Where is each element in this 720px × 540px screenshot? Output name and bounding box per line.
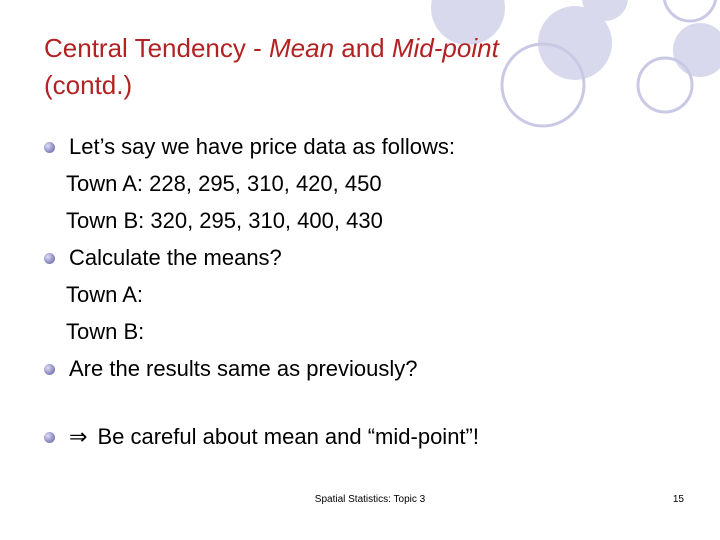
- sub-item-town-b: Town B:: [66, 319, 145, 344]
- bullet-dot-icon: [44, 253, 55, 264]
- title-em-mean: Mean: [268, 33, 335, 63]
- implies-arrow-icon: ⇒: [69, 424, 88, 449]
- sub-item-town-a-data: Town A: 228, 295, 310, 420, 450: [66, 171, 382, 196]
- title-part2: and: [334, 33, 392, 63]
- bullet-dot-icon: [44, 364, 55, 375]
- bullet-text: Let’s say we have price data as follows:: [69, 134, 456, 159]
- deco-ring-2: [638, 58, 692, 112]
- slide-content: [44, 128, 684, 455]
- sub-item-town-a: Town A:: [66, 282, 144, 307]
- title-part1: Central Tendency -: [44, 33, 269, 63]
- bullet-item: [44, 418, 684, 455]
- sub-item-town-b-data: Town B: 320, 295, 310, 400, 430: [66, 208, 383, 233]
- bullet-item: [44, 128, 684, 165]
- bullet-text: Be careful about mean and “mid-point”!: [97, 424, 479, 449]
- bullet-dot-icon: [44, 432, 55, 443]
- bullet-dot-icon: [44, 142, 55, 153]
- slide-title: [44, 30, 604, 104]
- deco-circle-4: [673, 23, 720, 77]
- bullet-item: [44, 350, 684, 387]
- footer-text: Spatial Statistics: Topic 3: [314, 494, 426, 505]
- bullet-text: Calculate the means?: [69, 245, 282, 270]
- page-number: 15: [672, 494, 684, 505]
- title-em-midpoint: Mid-point: [391, 33, 499, 63]
- title-line2: (contd.): [44, 70, 133, 100]
- bullet-item: [44, 239, 684, 276]
- deco-ring-3: [664, 0, 716, 21]
- bullet-text: Are the results same as previously?: [69, 356, 418, 381]
